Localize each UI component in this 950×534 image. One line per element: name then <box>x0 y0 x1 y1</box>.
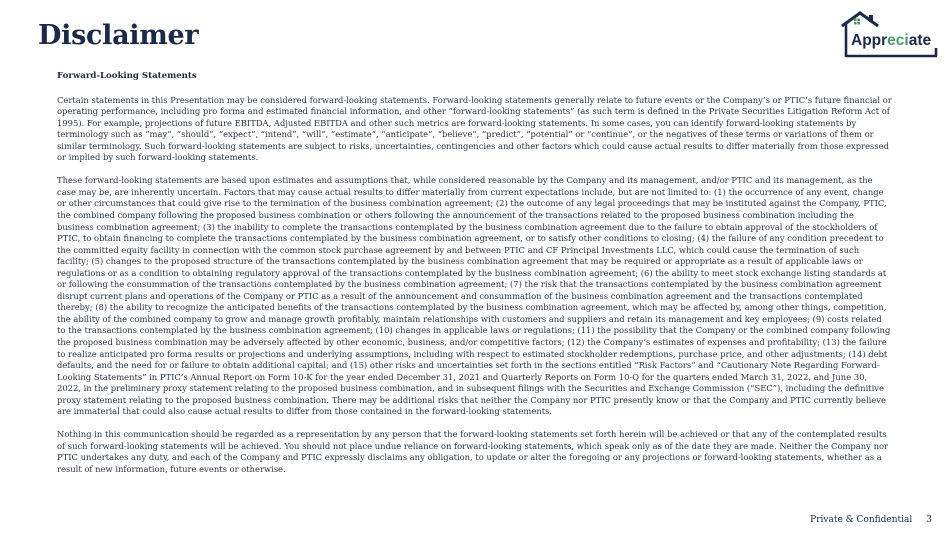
paragraph-2: These forward-looking statements are based upon estimates and assumptions that, while considered reasonable by the Company and its management, and/or PTIC and its management, as the case may be, are inherently uncertain. Factors that may cause actual results to differ materially from current expectations include, but are not limited to: (1) the occurrence of any event, change or other circumstances that could give rise to the termination of the business combination agreement; (2) the outcome of any legal proceedings that may be instituted against the Company, PTIC, the combined company following the proposed business combination or others following the announcement of the transactions related to the proposed business combination including the business combination agreement; (3) the inability to complete the transactions contemplated by the business combination agreement due to the failure to obtain approval of the stockholders of PTIC, to obtain financing to complete the transactions contemplated by the business combination agreement, or to satisfy other conditions to closing; (4) the failure of any condition precedent to the committed equity facility in connection with the common stock purchase agreement by and between PTIC and CF Principal Investments LLC, which could cause the termination of such facility; (5) changes to the proposed structure of the transactions contemplated by the business combination agreement that may be required or appropriate as a result of applicable laws or regulations or as a condition to obtaining regulatory approval of the transactions contemplated by the business combination agreement; (6) the ability to meet stock exchange listing standards at or following the consummation of the transactions contemplated by the business combination agreement; (7) the risk that the transactions contemplated by the business combination agreement disrupt current plans and operations of the Company or PTIC as a result of the announcement and consummation of the business combination agreement and the transactions contemplated thereby; (8) the ability to recognize the anticipated benefits of the transactions contemplated by the business combination agreement, which may be affected by, among other things, competition, the ability of the combined company to grow and manage growth profitably, maintain relationships with customers and suppliers and retain its management and key employees; (9) costs related to the transactions contemplated by the business combination agreement; (10) changes in applicable laws or regulations; (11) the possibility that the Company or the combined company following the proposed business combination may be adversely affected by other economic, business, and/or competitive factors; (12) the Company’s estimates of expenses and profitability; (13) the failure to realize anticipated pro forma results or projections and underlying assumptions, including with respect to estimated stockholder redemptions, purchase price, and other adjustments; (14) debt defaults, and the need for or failure to obtain additional capital; and (15) other risks and uncertainties set forth in the sections entitled “Risk Factors” and “Cautionary Note Regarding Forward-Looking Statements” in PTIC’s Annual Report on Form 10-K for the year ended December 31, 2021 and Quarterly Reports on Form 10-Q for the quarters ended March 31, 2022, and June 30, 2022, in the preliminary proxy statement relating to the proposed business combination, and in subsequent filings with the Securities and Exchange Commission (“SEC”), including the definitive proxy statement relating to the proposed business combination. There may be additional risks that neither the Company nor PTIC presently know or that the Company and PTIC currently believe are immaterial that could also cause actual results to differ from those contained in the forward-looking statements. <box>57 175 891 417</box>
logo-wordmark <box>851 32 931 50</box>
logo-text-part2: ate <box>908 32 932 49</box>
page-title: Disclaimer <box>38 20 199 51</box>
footer <box>810 515 932 525</box>
paragraph-1: Certain statements in this Presentation may be considered forward-looking statements. Forward-looking statements generally relate to future events or the Company’s or PTIC’s future financial or operating performance, including pro forma and estimated financial information, and other “forward-looking statements” (as such term is defined in the Private Securities Litigation Reform Act of 1995). For example, projections of future EBITDA, Adjusted EBITDA and other such metrics are forward-looking statements. In some cases, you can identify forward-looking statements by terminology such as “may”, “should”, “expect”, “intend”, “will”, “estimate”, “anticipate”, “believe”, “predict”, “potential” or “continue”, or the negatives of these terms or variations of them or similar terminology. Such forward-looking statements are subject to risks, uncertainties, contingencies and other factors which could cause actual results to differ materially from those expressed or implied by such forward-looking statements. <box>57 94 892 163</box>
section-heading: Forward-Looking Statements <box>57 71 197 81</box>
logo-text-part1: Appr <box>851 32 888 49</box>
page-number: 3 <box>926 515 932 525</box>
paragraph-3: Nothing in this communication should be regarded as a representation by any person that the forward-looking statements set forth herein will be achieved or that any of the contemplated results of such forward-looking statements will be achieved. You should not place undue reliance on forward-looking statements, which speak only as of the date they are made. Neither the Company nor PTIC undertakes any duty, and each of the Company and PTIC expressly disclaims any obligation, to update or alter the foregoing or any projections or forward-looking statements, whether as a result of new information, future events or otherwise. <box>57 429 889 474</box>
confidential-label: Private & Confidential <box>810 515 913 525</box>
company-logo <box>840 10 942 60</box>
logo-text-highlight: eci <box>887 32 909 49</box>
disclaimer-body <box>57 71 892 487</box>
